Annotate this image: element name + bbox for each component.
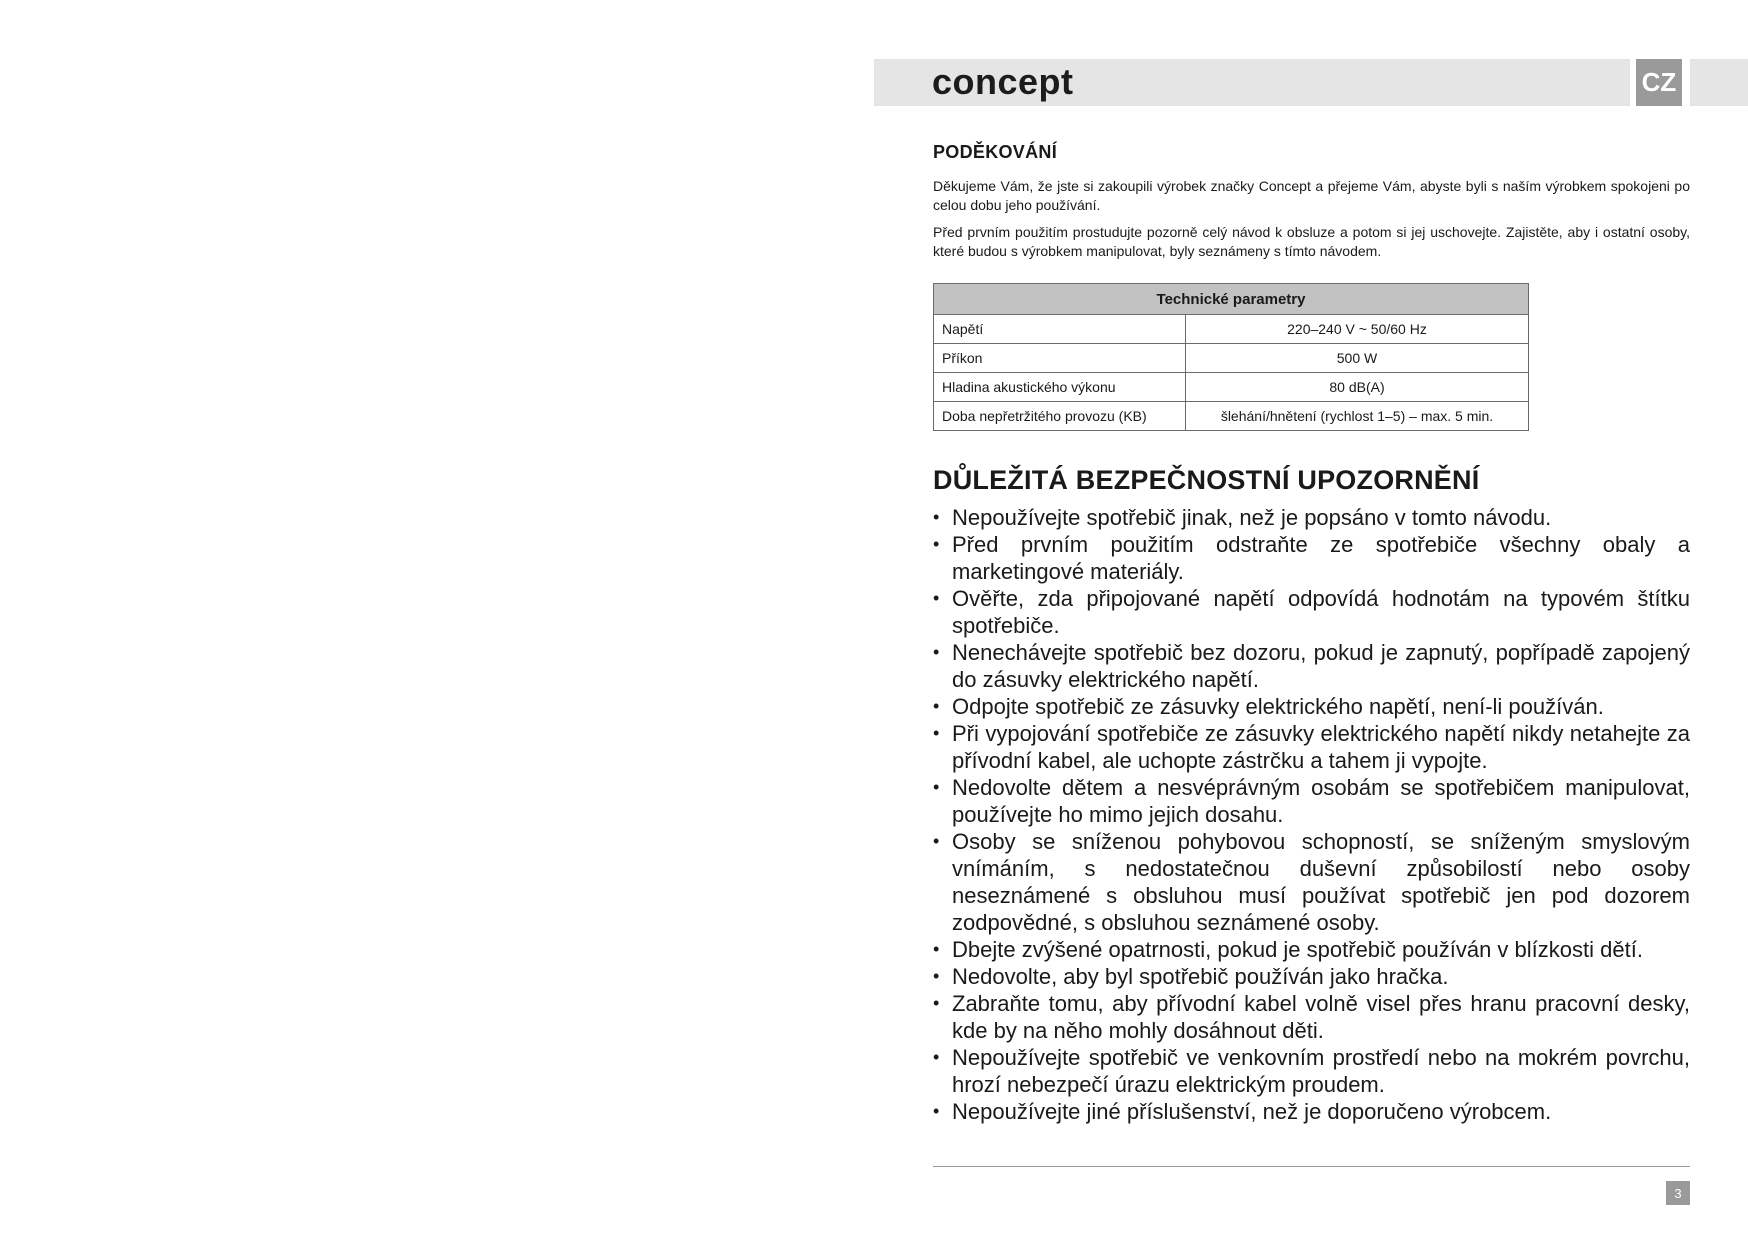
thanks-heading: PODĚKOVÁNÍ [933, 142, 1058, 162]
spec-label: Napětí [934, 315, 1186, 344]
safety-list [933, 504, 1690, 1125]
page-content [933, 142, 1690, 1125]
spec-value: 220–240 V ~ 50/60 Hz [1186, 315, 1529, 344]
list-item: • Osoby se sníženou pohybovou schopností, se sníženým smyslovým vnímáním, s nedostatečnou duševní způsobilostí nebo osoby neseznámené s obsluhou musí používat spotřebič jen pod dozorem zodpovědné, s obsluhou seznámené osoby. [933, 828, 1690, 936]
spec-value: 80 dB(A) [1186, 373, 1529, 402]
table-row [934, 315, 1529, 344]
spec-label: Příkon [934, 344, 1186, 373]
table-row [934, 373, 1529, 402]
list-item: • Odpojte spotřebič ze zásuvky elektrického napětí, není-li používán. [933, 693, 1690, 720]
list-item: • Při vypojování spotřebiče ze zásuvky elektrického napětí nikdy netahejte za přívodní kabel, ale uchopte zástrčku a tahem ji vypojte. [933, 720, 1690, 774]
safety-heading: DŮLEŽITÁ BEZPEČNOSTNÍ UPOZORNĚNÍ [933, 465, 1480, 495]
table-row [934, 344, 1529, 373]
list-item: • Nedovolte dětem a nesvéprávným osobám se spotřebičem manipulovat, používejte ho mimo jejich dosahu. [933, 774, 1690, 828]
list-item: • Nepoužívejte jiné příslušenství, než je doporučeno výrobcem. [933, 1098, 1690, 1125]
list-item: • Zabraňte tomu, aby přívodní kabel volně visel přes hranu pracovní desky, kde by na něho mohly dosáhnout děti. [933, 990, 1690, 1044]
spec-label: Doba nepřetržitého provozu (KB) [934, 402, 1186, 431]
list-item: • Dbejte zvýšené opatrnosti, pokud je spotřebič používán v blízkosti dětí. [933, 936, 1690, 963]
page-number: 3 [1666, 1181, 1690, 1205]
header-bar-right [1690, 59, 1748, 106]
list-item: • Nepoužívejte spotřebič jinak, než je popsáno v tomto návodu. [933, 504, 1690, 531]
spec-table-title: Technické parametry [934, 284, 1529, 315]
table-row [934, 402, 1529, 431]
spec-label: Hladina akustického výkonu [934, 373, 1186, 402]
list-item: • Před prvním použitím odstraňte ze spotřebiče všechny obaly a marketingové materiály. [933, 531, 1690, 585]
footer-divider [933, 1166, 1690, 1167]
spec-value: šlehání/hnětení (rychlost 1–5) – max. 5 min. [1186, 402, 1529, 431]
spec-value: 500 W [1186, 344, 1529, 373]
spec-table-header-row [934, 284, 1529, 315]
language-badge: CZ [1636, 59, 1682, 106]
list-item: • Nedovolte, aby byl spotřebič používán jako hračka. [933, 963, 1690, 990]
thanks-paragraph-2: Před prvním použitím prostudujte pozorně celý návod k obsluze a potom si jej uschovejte. Zajistěte, aby i ostatní osoby, které budou s výrobkem manipulovat, byly seznámeny s tímto návodem. [933, 224, 1690, 259]
thanks-paragraph-1: Děkujeme Vám, že jste si zakoupili výrobek značky Concept a přejeme Vám, abyste byli s naším výrobkem spokojeni po celou dobu jeho používání. [933, 178, 1690, 213]
brand-logo: concept [932, 61, 1074, 102]
spec-table [933, 283, 1529, 431]
list-item: • Nepoužívejte spotřebič ve venkovním prostředí nebo na mokrém povrchu, hrozí nebezpečí úrazu elektrickým proudem. [933, 1044, 1690, 1098]
list-item: • Ověřte, zda připojované napětí odpovídá hodnotám na typovém štítku spotřebiče. [933, 585, 1690, 639]
list-item: • Nenechávejte spotřebič bez dozoru, pokud je zapnutý, popřípadě zapojený do zásuvky elektrického napětí. [933, 639, 1690, 693]
